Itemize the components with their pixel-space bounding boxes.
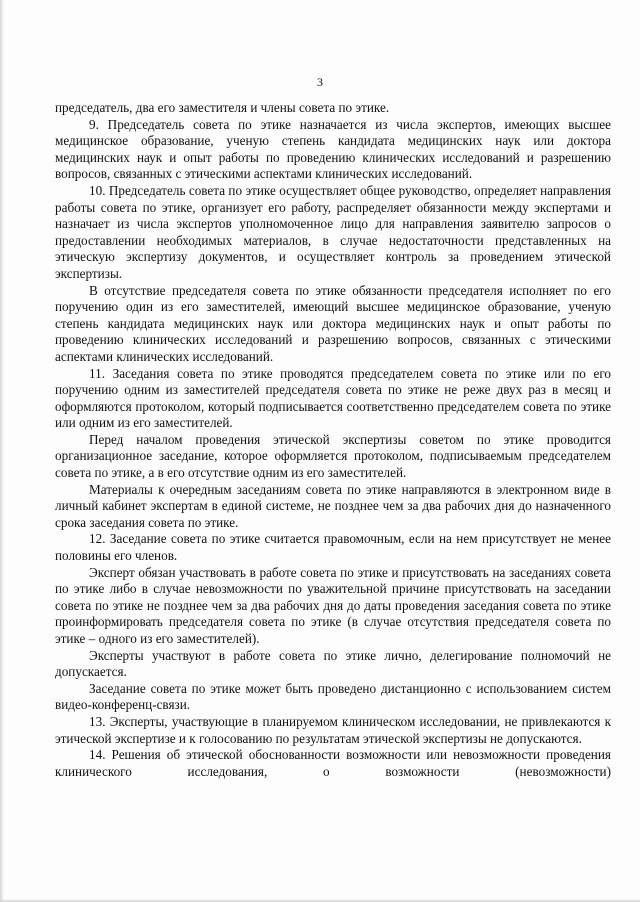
- paragraph: Эксперты участвуют в работе совета по этике лично, делегирование полномочий не допускается.: [55, 647, 611, 680]
- paragraph: 9. Председатель совета по этике назначается из числа экспертов, имеющих высшее медицинское образование, ученую степень кандидата медицинских наук или доктора медицинских наук и опыт работы по проведению клинических исследований и разрешению вопросов, связанных с этическими аспектами клинических исследований.: [55, 116, 611, 182]
- paragraph: Заседание совета по этике может быть проведено дистанционно с использованием систем видео-конференц-связи.: [55, 680, 611, 713]
- paragraph: 10. Председатель совета по этике осуществляет общее руководство, определяет направления работы совета по этике, организует его работу, распределяет обязанности между экспертами и назначает из числа экспертов уполномоченное лицо для направления заявителю запросов о предоставлении необходимых материалов, в случае недостаточности представленных на этическую экспертизу документов, и осуществляет контроль за проведением этической экспертизы.: [55, 182, 611, 281]
- paragraph: В отсутствие председателя совета по этике обязанности председателя исполняет по его поручению один из его заместителей, имеющий высшее медицинское образование, ученую степень кандидата медицинских наук или доктора медицинских наук и опыт работы по проведению клинических исследований и разрешению вопросов, связанных с этическими аспектами клинических исследований.: [55, 282, 611, 364]
- paragraph: Материалы к очередным заседаниям совета по этике направляются в электронном виде в личный кабинет экспертам в единой системе, не позднее чем за два рабочих дня до назначенного срока заседания совета по этике.: [55, 481, 611, 530]
- paragraph: Перед началом проведения этической экспертизы советом по этике проводится организационное заседание, которое оформляется протоколом, подписываемым председателем совета по этике, а в его отсутствие одним из его заместителей.: [55, 431, 611, 481]
- paragraph: председатель, два его заместителя и члены совета по этике.: [55, 100, 390, 115]
- document-body: [55, 100, 611, 780]
- scan-edge-left: [0, 0, 4, 902]
- paragraph: Эксперт обязан участвовать в работе совета по этике и присутствовать на заседаниях совета по этике либо в случае невозможности по уважительной причине присутствовать на заседании совета по этике не позднее чем за два рабочих дня до даты проведения заседания совета по этике проинформировать председателя совета по этике (в случае отсутствия председателя совета по этике – одного из его заместителей).: [55, 564, 611, 646]
- paragraph: 12. Заседание совета по этике считается правомочным, если на нем присутствует не менее половины его членов.: [55, 531, 611, 564]
- page-number: 3: [317, 75, 323, 89]
- paragraph: 14. Решения об этической обоснованности возможности или невозможности проведения клинического исследования, о возможности (невозможности): [55, 747, 611, 779]
- paragraph: 13. Эксперты, участвующие в планируемом клиническом исследовании, не привлекаются к этической экспертизе и к голосованию по результатам этической экспертизы не допускаются.: [55, 713, 611, 746]
- paragraph: 11. Заседания совета по этике проводятся председателем совета по этике или по его поручению одним из заместителей председателя совета по этике не реже двух раз в месяц и оформляются протоколом, который подписывается соответственно председателем совета по этике или одним из его заместителей.: [55, 365, 611, 431]
